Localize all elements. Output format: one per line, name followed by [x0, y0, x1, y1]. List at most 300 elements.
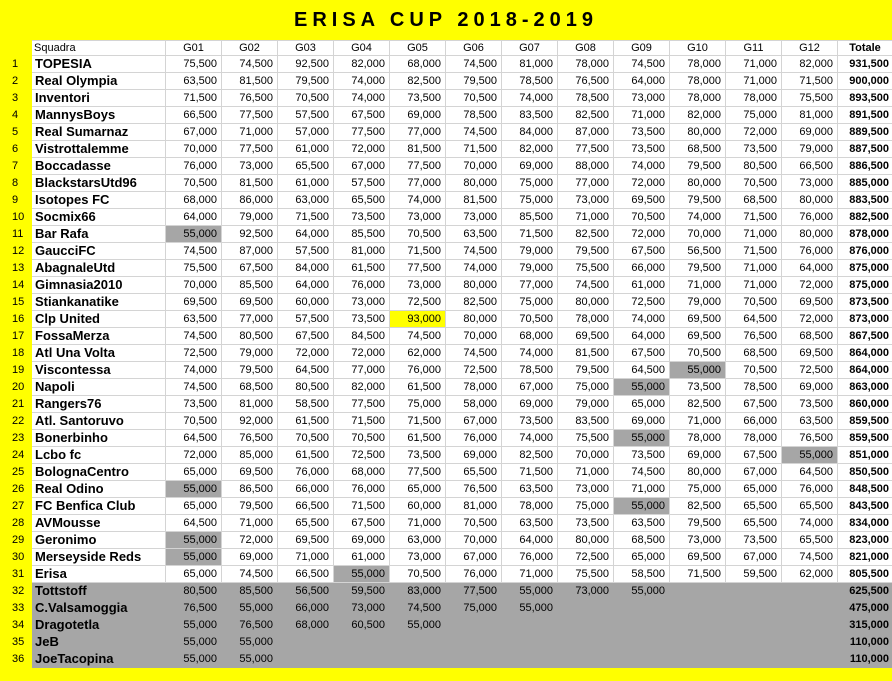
score-cell[interactable]: 60,500	[334, 617, 390, 634]
score-cell[interactable]: 55,000	[334, 566, 390, 583]
score-cell[interactable]: 69,000	[502, 158, 558, 175]
score-cell[interactable]: 73,000	[390, 209, 446, 226]
score-cell[interactable]: 82,000	[334, 379, 390, 396]
score-cell[interactable]: 68,500	[670, 141, 726, 158]
team-name-cell[interactable]: Real Odino	[32, 481, 166, 498]
score-cell[interactable]: 80,000	[782, 192, 838, 209]
total-cell[interactable]: 887,500	[838, 141, 892, 158]
score-cell[interactable]: 79,000	[782, 141, 838, 158]
score-cell[interactable]: 55,000	[222, 634, 278, 651]
score-cell[interactable]: 78,000	[726, 90, 782, 107]
total-cell[interactable]: 883,500	[838, 192, 892, 209]
score-cell[interactable]: 55,000	[166, 532, 222, 549]
total-cell[interactable]: 110,000	[838, 634, 892, 651]
score-cell[interactable]: 75,500	[166, 260, 222, 277]
score-cell[interactable]: 55,000	[166, 481, 222, 498]
score-cell[interactable]: 65,000	[390, 481, 446, 498]
score-cell[interactable]	[390, 634, 446, 651]
score-cell[interactable]: 71,000	[558, 464, 614, 481]
score-cell[interactable]: 69,500	[222, 294, 278, 311]
score-cell[interactable]: 76,000	[278, 464, 334, 481]
score-cell[interactable]: 68,500	[614, 532, 670, 549]
score-cell[interactable]: 80,000	[446, 311, 502, 328]
score-cell[interactable]	[670, 651, 726, 668]
total-cell[interactable]: 882,500	[838, 209, 892, 226]
score-cell[interactable]: 71,500	[670, 566, 726, 583]
team-name-cell[interactable]: FossaMerza	[32, 328, 166, 345]
score-cell[interactable]: 82,500	[390, 73, 446, 90]
score-cell[interactable]: 67,000	[166, 124, 222, 141]
score-cell[interactable]: 66,000	[278, 481, 334, 498]
score-cell[interactable]: 64,500	[614, 362, 670, 379]
score-cell[interactable]: 92,500	[278, 56, 334, 73]
team-name-cell[interactable]: Stiankanatike	[32, 294, 166, 311]
score-cell[interactable]	[558, 600, 614, 617]
score-cell[interactable]: 64,500	[166, 515, 222, 532]
score-cell[interactable]: 78,500	[726, 379, 782, 396]
score-cell[interactable]: 55,000	[166, 651, 222, 668]
total-cell[interactable]: 886,500	[838, 158, 892, 175]
score-cell[interactable]: 58,500	[278, 396, 334, 413]
score-cell[interactable]: 67,500	[614, 243, 670, 260]
score-cell[interactable]: 71,500	[278, 209, 334, 226]
total-cell[interactable]: 891,500	[838, 107, 892, 124]
score-cell[interactable]: 69,000	[222, 549, 278, 566]
score-cell[interactable]: 82,500	[446, 294, 502, 311]
score-cell[interactable]: 73,500	[614, 447, 670, 464]
score-cell[interactable]: 72,500	[390, 294, 446, 311]
score-cell[interactable]: 75,000	[502, 294, 558, 311]
score-cell[interactable]: 55,000	[166, 634, 222, 651]
score-cell[interactable]: 73,500	[614, 124, 670, 141]
score-cell[interactable]: 72,000	[334, 345, 390, 362]
score-cell[interactable]: 70,000	[446, 158, 502, 175]
score-cell[interactable]: 61,000	[278, 175, 334, 192]
score-cell[interactable]: 71,500	[446, 141, 502, 158]
score-cell[interactable]	[782, 617, 838, 634]
score-cell[interactable]: 65,500	[278, 158, 334, 175]
score-cell[interactable]: 81,000	[502, 56, 558, 73]
total-cell[interactable]: 878,000	[838, 226, 892, 243]
score-cell[interactable]: 72,500	[614, 294, 670, 311]
score-cell[interactable]: 83,500	[502, 107, 558, 124]
score-cell[interactable]: 72,500	[446, 362, 502, 379]
score-cell[interactable]: 71,500	[502, 226, 558, 243]
score-cell[interactable]	[334, 634, 390, 651]
score-cell[interactable]: 74,500	[614, 464, 670, 481]
score-cell[interactable]: 71,000	[558, 209, 614, 226]
score-cell[interactable]: 77,000	[222, 311, 278, 328]
score-cell[interactable]	[558, 651, 614, 668]
score-cell[interactable]: 77,500	[390, 158, 446, 175]
score-cell[interactable]: 73,500	[334, 209, 390, 226]
score-cell[interactable]: 74,000	[614, 311, 670, 328]
score-cell[interactable]: 63,500	[782, 413, 838, 430]
score-cell[interactable]: 71,500	[726, 243, 782, 260]
score-cell[interactable]: 73,000	[670, 532, 726, 549]
score-cell[interactable]: 79,000	[502, 260, 558, 277]
score-cell[interactable]: 61,500	[390, 430, 446, 447]
score-cell[interactable]: 71,000	[726, 277, 782, 294]
score-cell[interactable]: 60,000	[278, 294, 334, 311]
score-cell[interactable]: 63,500	[166, 73, 222, 90]
score-cell[interactable]: 55,000	[222, 651, 278, 668]
score-cell[interactable]: 61,000	[278, 141, 334, 158]
score-cell[interactable]: 69,000	[502, 396, 558, 413]
score-cell[interactable]: 76,000	[782, 209, 838, 226]
score-cell[interactable]: 69,000	[614, 413, 670, 430]
total-cell[interactable]: 863,000	[838, 379, 892, 396]
score-cell[interactable]: 88,000	[558, 158, 614, 175]
score-cell[interactable]: 73,000	[614, 90, 670, 107]
score-cell[interactable]: 76,500	[446, 481, 502, 498]
score-cell[interactable]: 64,000	[166, 209, 222, 226]
score-cell[interactable]: 76,500	[558, 73, 614, 90]
total-cell[interactable]: 859,500	[838, 430, 892, 447]
score-cell[interactable]: 74,000	[614, 158, 670, 175]
score-cell[interactable]	[446, 634, 502, 651]
score-cell[interactable]: 67,500	[334, 515, 390, 532]
score-cell[interactable]: 78,000	[670, 430, 726, 447]
score-cell[interactable]: 71,500	[390, 413, 446, 430]
score-cell[interactable]: 73,500	[726, 532, 782, 549]
score-cell[interactable]	[670, 583, 726, 600]
score-cell[interactable]: 71,000	[390, 515, 446, 532]
score-cell[interactable]: 55,000	[614, 498, 670, 515]
score-cell[interactable]: 79,000	[222, 209, 278, 226]
score-cell[interactable]: 63,500	[166, 311, 222, 328]
score-cell[interactable]: 61,500	[278, 413, 334, 430]
score-cell[interactable]: 67,500	[726, 396, 782, 413]
score-cell[interactable]: 70,000	[446, 532, 502, 549]
score-cell[interactable]: 70,500	[278, 430, 334, 447]
score-cell[interactable]: 76,500	[222, 90, 278, 107]
score-cell[interactable]: 77,000	[390, 175, 446, 192]
score-cell[interactable]: 85,500	[222, 277, 278, 294]
score-cell[interactable]	[782, 583, 838, 600]
score-cell[interactable]: 73,500	[614, 141, 670, 158]
score-cell[interactable]: 68,000	[390, 56, 446, 73]
score-cell[interactable]: 68,000	[502, 328, 558, 345]
total-cell[interactable]: 876,000	[838, 243, 892, 260]
score-cell[interactable]: 74,500	[166, 243, 222, 260]
team-name-cell[interactable]: Real Olympia	[32, 73, 166, 90]
score-cell[interactable]: 69,000	[782, 379, 838, 396]
score-cell[interactable]: 81,000	[446, 498, 502, 515]
score-cell[interactable]: 66,000	[726, 413, 782, 430]
score-cell[interactable]: 76,500	[782, 430, 838, 447]
score-cell[interactable]: 81,000	[782, 107, 838, 124]
total-cell[interactable]: 889,500	[838, 124, 892, 141]
score-cell[interactable]: 81,000	[334, 243, 390, 260]
score-cell[interactable]	[670, 634, 726, 651]
score-cell[interactable]: 74,000	[670, 209, 726, 226]
score-cell[interactable]: 64,000	[614, 328, 670, 345]
score-cell[interactable]: 72,000	[782, 311, 838, 328]
score-cell[interactable]: 61,500	[334, 260, 390, 277]
total-cell[interactable]: 851,000	[838, 447, 892, 464]
score-cell[interactable]: 68,000	[166, 192, 222, 209]
score-cell[interactable]	[726, 634, 782, 651]
score-cell[interactable]	[390, 651, 446, 668]
score-cell[interactable]: 71,000	[670, 277, 726, 294]
score-cell[interactable]: 87,000	[222, 243, 278, 260]
score-cell[interactable]: 77,500	[334, 396, 390, 413]
total-cell[interactable]: 823,000	[838, 532, 892, 549]
score-cell[interactable]: 79,500	[558, 362, 614, 379]
total-cell[interactable]: 848,500	[838, 481, 892, 498]
score-cell[interactable]	[782, 651, 838, 668]
score-cell[interactable]: 67,500	[726, 447, 782, 464]
score-cell[interactable]: 72,500	[166, 345, 222, 362]
score-cell[interactable]: 77,500	[390, 464, 446, 481]
score-cell[interactable]: 73,000	[390, 549, 446, 566]
score-cell[interactable]: 68,500	[782, 328, 838, 345]
score-cell[interactable]: 76,500	[222, 617, 278, 634]
score-cell[interactable]: 72,500	[782, 362, 838, 379]
team-name-cell[interactable]: Gimnasia2010	[32, 277, 166, 294]
team-name-cell[interactable]: Viscontessa	[32, 362, 166, 379]
score-cell[interactable]: 75,000	[502, 175, 558, 192]
score-cell[interactable]: 82,500	[670, 498, 726, 515]
score-cell[interactable]	[726, 600, 782, 617]
team-name-cell[interactable]: Vistrottalemme	[32, 141, 166, 158]
score-cell[interactable]: 66,000	[278, 600, 334, 617]
score-cell[interactable]: 72,500	[558, 549, 614, 566]
score-cell[interactable]: 70,000	[166, 141, 222, 158]
score-cell[interactable]: 80,000	[446, 175, 502, 192]
score-cell[interactable]: 92,000	[222, 413, 278, 430]
score-cell[interactable]: 75,500	[558, 566, 614, 583]
team-name-cell[interactable]: Isotopes FC	[32, 192, 166, 209]
score-cell[interactable]: 82,000	[502, 141, 558, 158]
score-cell[interactable]: 65,500	[278, 515, 334, 532]
score-cell[interactable]: 77,500	[558, 141, 614, 158]
score-cell[interactable]: 55,000	[222, 600, 278, 617]
score-cell[interactable]: 65,000	[166, 566, 222, 583]
score-cell[interactable]: 80,000	[558, 532, 614, 549]
score-cell[interactable]: 74,500	[446, 345, 502, 362]
score-cell[interactable]: 74,000	[782, 515, 838, 532]
score-cell[interactable]: 72,000	[222, 532, 278, 549]
score-cell[interactable]: 87,000	[558, 124, 614, 141]
score-cell[interactable]: 55,000	[502, 600, 558, 617]
score-cell[interactable]: 57,000	[278, 124, 334, 141]
score-cell[interactable]: 74,500	[390, 328, 446, 345]
total-cell[interactable]: 860,000	[838, 396, 892, 413]
score-cell[interactable]: 85,500	[334, 226, 390, 243]
score-cell[interactable]: 75,000	[502, 192, 558, 209]
score-cell[interactable]: 72,500	[334, 447, 390, 464]
score-cell[interactable]: 73,000	[446, 209, 502, 226]
score-cell[interactable]: 73,000	[558, 481, 614, 498]
score-cell[interactable]: 76,000	[446, 430, 502, 447]
score-cell[interactable]: 79,500	[278, 73, 334, 90]
score-cell[interactable]: 57,500	[278, 243, 334, 260]
score-cell[interactable]: 76,000	[166, 158, 222, 175]
score-cell[interactable]: 81,500	[222, 73, 278, 90]
score-cell[interactable]: 76,000	[446, 566, 502, 583]
score-cell[interactable]: 65,000	[726, 481, 782, 498]
team-name-cell[interactable]: Atl. Santoruvo	[32, 413, 166, 430]
score-cell[interactable]: 71,500	[726, 209, 782, 226]
score-cell[interactable]: 70,000	[166, 277, 222, 294]
score-cell[interactable]: 77,500	[390, 260, 446, 277]
score-cell[interactable]: 61,000	[614, 277, 670, 294]
score-cell[interactable]	[334, 651, 390, 668]
score-cell[interactable]: 80,000	[782, 226, 838, 243]
score-cell[interactable]: 77,000	[558, 175, 614, 192]
score-cell[interactable]: 65,500	[726, 515, 782, 532]
team-name-cell[interactable]: MannysBoys	[32, 107, 166, 124]
score-cell[interactable]: 59,500	[726, 566, 782, 583]
score-cell[interactable]: 78,000	[446, 379, 502, 396]
score-cell[interactable]: 64,000	[278, 277, 334, 294]
score-cell[interactable]	[614, 617, 670, 634]
team-name-cell[interactable]: TOPESIA	[32, 56, 166, 73]
score-cell[interactable]: 70,500	[726, 362, 782, 379]
score-cell[interactable]	[726, 583, 782, 600]
score-cell[interactable]: 70,500	[390, 226, 446, 243]
score-cell[interactable]: 74,000	[502, 430, 558, 447]
score-cell[interactable]: 78,500	[502, 362, 558, 379]
score-cell[interactable]: 79,500	[670, 158, 726, 175]
score-cell[interactable]: 67,500	[278, 328, 334, 345]
score-cell[interactable]: 78,000	[726, 430, 782, 447]
score-cell[interactable]: 70,000	[670, 226, 726, 243]
score-cell[interactable]: 70,500	[166, 413, 222, 430]
score-cell[interactable]: 83,000	[390, 583, 446, 600]
score-cell[interactable]: 83,500	[558, 413, 614, 430]
score-cell[interactable]: 79,000	[670, 294, 726, 311]
score-cell[interactable]: 71,500	[502, 464, 558, 481]
score-cell[interactable]: 76,500	[726, 328, 782, 345]
score-cell[interactable]: 64,000	[782, 260, 838, 277]
score-cell[interactable]: 80,500	[166, 583, 222, 600]
score-cell[interactable]: 74,500	[222, 56, 278, 73]
score-cell[interactable]: 81,000	[222, 396, 278, 413]
score-cell[interactable]: 69,500	[614, 192, 670, 209]
score-cell[interactable]: 57,500	[334, 175, 390, 192]
score-cell[interactable]: 71,500	[782, 73, 838, 90]
score-cell[interactable]: 75,000	[446, 600, 502, 617]
score-cell[interactable]: 70,500	[726, 175, 782, 192]
score-cell[interactable]: 72,000	[334, 141, 390, 158]
score-cell[interactable]: 71,000	[614, 107, 670, 124]
score-cell[interactable]: 75,500	[782, 90, 838, 107]
score-cell[interactable]: 58,500	[614, 566, 670, 583]
score-cell[interactable]: 79,500	[670, 515, 726, 532]
score-cell[interactable]	[502, 651, 558, 668]
score-cell[interactable]: 70,500	[446, 90, 502, 107]
score-cell[interactable]: 73,000	[334, 600, 390, 617]
score-cell[interactable]: 64,500	[726, 311, 782, 328]
total-cell[interactable]: 843,500	[838, 498, 892, 515]
score-cell[interactable]: 74,000	[446, 260, 502, 277]
score-cell[interactable]: 69,500	[782, 294, 838, 311]
score-cell[interactable]: 59,500	[334, 583, 390, 600]
score-cell[interactable]: 79,500	[222, 498, 278, 515]
score-cell[interactable]: 56,500	[670, 243, 726, 260]
score-cell[interactable]: 78,000	[670, 90, 726, 107]
score-cell[interactable]: 76,000	[782, 481, 838, 498]
score-cell[interactable]: 84,000	[278, 260, 334, 277]
score-cell[interactable]: 55,000	[166, 226, 222, 243]
score-cell[interactable]: 71,500	[166, 90, 222, 107]
score-cell[interactable]: 65,000	[166, 464, 222, 481]
score-cell[interactable]	[278, 634, 334, 651]
score-cell[interactable]	[614, 600, 670, 617]
total-cell[interactable]: 315,000	[838, 617, 892, 634]
team-name-cell[interactable]: Atl Una Volta	[32, 345, 166, 362]
score-cell[interactable]: 64,000	[614, 73, 670, 90]
score-cell[interactable]: 70,500	[278, 90, 334, 107]
score-cell[interactable]: 71,000	[278, 549, 334, 566]
team-name-cell[interactable]: C.Valsamoggia	[32, 600, 166, 617]
score-cell[interactable]: 71,000	[726, 73, 782, 90]
score-cell[interactable]: 69,000	[782, 124, 838, 141]
score-cell[interactable]: 79,000	[502, 243, 558, 260]
score-cell[interactable]: 65,000	[614, 549, 670, 566]
score-cell[interactable]: 77,000	[334, 362, 390, 379]
score-cell[interactable]: 74,000	[334, 90, 390, 107]
score-cell[interactable]	[782, 600, 838, 617]
total-cell[interactable]: 859,500	[838, 413, 892, 430]
score-cell[interactable]: 81,500	[446, 192, 502, 209]
score-cell[interactable]: 80,000	[670, 464, 726, 481]
team-name-cell[interactable]: AbagnaleUtd	[32, 260, 166, 277]
score-cell[interactable]: 69,500	[782, 345, 838, 362]
team-name-cell[interactable]: Boccadasse	[32, 158, 166, 175]
score-cell[interactable]	[670, 617, 726, 634]
score-cell[interactable]	[278, 651, 334, 668]
score-cell[interactable]: 67,000	[446, 413, 502, 430]
score-cell[interactable]: 72,000	[614, 175, 670, 192]
score-cell[interactable]: 65,500	[726, 498, 782, 515]
score-cell[interactable]: 67,000	[502, 379, 558, 396]
total-cell[interactable]: 931,500	[838, 56, 892, 73]
score-cell[interactable]: 64,500	[278, 362, 334, 379]
score-cell[interactable]: 73,500	[726, 141, 782, 158]
total-cell[interactable]: 873,000	[838, 311, 892, 328]
score-cell[interactable]: 86,500	[222, 481, 278, 498]
score-cell[interactable]: 65,500	[782, 532, 838, 549]
score-cell[interactable]: 64,000	[278, 226, 334, 243]
score-cell[interactable]: 77,500	[446, 583, 502, 600]
total-cell[interactable]: 864,000	[838, 345, 892, 362]
score-cell[interactable]: 55,000	[166, 549, 222, 566]
score-cell[interactable]: 61,000	[334, 549, 390, 566]
score-cell[interactable]: 71,000	[726, 260, 782, 277]
score-cell[interactable]: 68,500	[222, 379, 278, 396]
total-cell[interactable]: 834,000	[838, 515, 892, 532]
score-cell[interactable]: 58,000	[446, 396, 502, 413]
score-cell[interactable]: 64,500	[782, 464, 838, 481]
score-cell[interactable]: 67,000	[446, 549, 502, 566]
score-cell[interactable]: 70,500	[670, 345, 726, 362]
score-cell[interactable]	[558, 634, 614, 651]
score-cell[interactable]	[614, 651, 670, 668]
team-name-cell[interactable]: Napoli	[32, 379, 166, 396]
score-cell[interactable]: 74,500	[166, 379, 222, 396]
score-cell[interactable]: 82,000	[782, 56, 838, 73]
score-cell[interactable]: 74,500	[782, 549, 838, 566]
score-cell[interactable]: 81,500	[558, 345, 614, 362]
team-name-cell[interactable]: Bar Rafa	[32, 226, 166, 243]
score-cell[interactable]: 67,500	[614, 345, 670, 362]
score-cell[interactable]: 74,500	[166, 328, 222, 345]
score-cell[interactable]: 66,500	[166, 107, 222, 124]
